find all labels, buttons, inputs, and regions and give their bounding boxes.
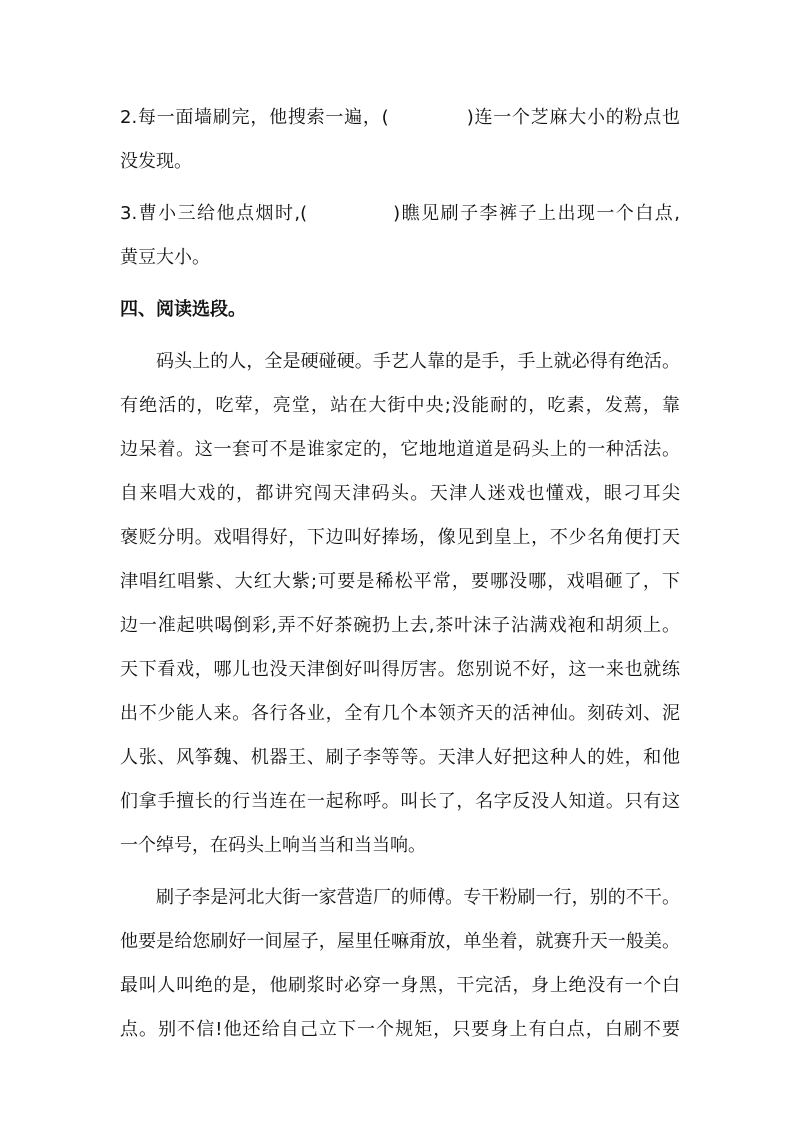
question-3-line-1 <box>120 202 680 226</box>
paragraph-2-line: 他要是给您刷好一间屋子，屋里任嘛甭放，单坐着，就赛升天一般美。 <box>120 931 680 952</box>
paragraph-1-line: 津唱红唱紫、大红大紫;可要是稀松平常，要哪没哪，戏唱砸了，下 <box>120 571 680 592</box>
paragraph-1-line: 褒贬分明。戏唱得好，下边叫好捧场，像见到皇上，不少名角便打天 <box>120 527 680 548</box>
question-2-prefix: 2.每一面墙刷完，他搜索一遍，( <box>120 107 389 128</box>
paragraph-2-line: 最叫人叫绝的是，他刷浆时必穿一身黑，干完活，身上绝没有一个白 <box>120 975 680 996</box>
question-2-line-2: 没发现。 <box>120 151 192 172</box>
paragraph-1-line: 边呆着。这一套可不是谁家定的，它地地道道是码头上的一种活法。 <box>120 439 680 460</box>
paragraph-1-line: 自来唱大戏的，都讲究闯天津码头。天津人迷戏也懂戏，眼刁耳尖 <box>120 483 680 504</box>
paragraph-1-line: 有绝活的，吃荤，亮堂，站在大街中央;没能耐的，吃素，发蔫，靠 <box>120 395 680 416</box>
question-3-line-2: 黄豆大小。 <box>120 247 210 268</box>
paragraph-2-line: 刷子李是河北大街一家营造厂的师傅。专干粉刷一行，别的不干。 <box>156 887 680 908</box>
paragraph-1-line: 一个绰号，在码头上响当当和当当响。 <box>120 835 426 856</box>
paragraph-1-line: 出不少能人来。各行各业，全有几个本领齐天的活神仙。刻砖刘、泥 <box>120 703 680 724</box>
paragraph-1-line: 天下看戏，哪儿也没天津倒好叫得厉害。您别说不好，这一来也就练 <box>120 659 680 680</box>
paragraph-1-line: 们拿手擅长的行当连在一起称呼。叫长了，名字反没人知道。只有这 <box>120 791 680 812</box>
paragraph-2-line: 点。别不信!他还给自己立下一个规矩，只要身上有白点，白刷不要 <box>120 1019 680 1040</box>
question-3-suffix: )瞧见刷子李裤子上出现一个白点, <box>393 203 680 224</box>
question-2-suffix: )连一个芝麻大小的粉点也 <box>466 107 680 128</box>
paragraph-1-line: 边一准起哄喝倒彩,弄不好茶碗扔上去,茶叶沫子沾满戏袍和胡须上。 <box>120 615 680 636</box>
paragraph-1-line: 人张、风筝魏、机器王、刷子李等等。天津人好把这种人的姓，和他 <box>120 747 680 768</box>
question-3-prefix: 3.曹小三给他点烟时,( <box>120 203 308 224</box>
question-2-line-1 <box>120 106 680 130</box>
section-heading: 四、阅读选段。 <box>120 299 246 320</box>
paragraph-1-line: 码头上的人，全是硬碰硬。手艺人靠的是手，手上就必得有绝活。 <box>156 351 680 372</box>
